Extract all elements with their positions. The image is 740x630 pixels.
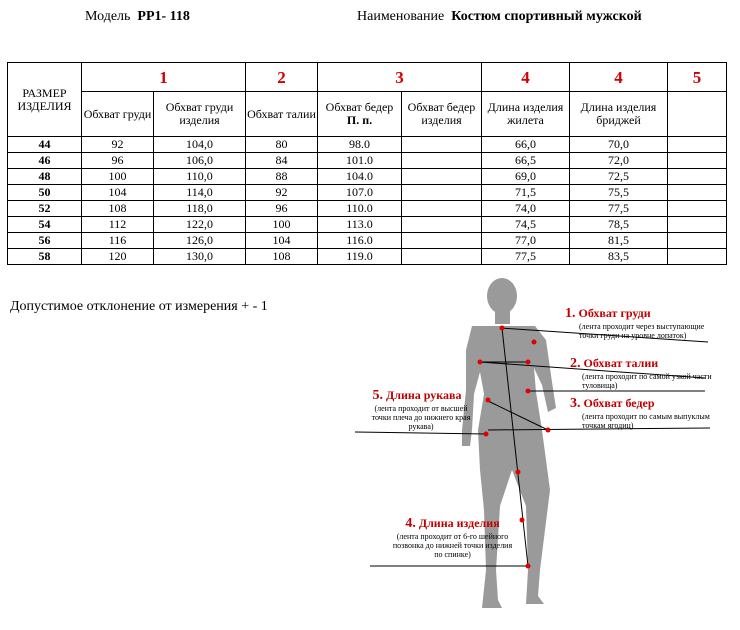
table-cell: 77,0 <box>482 233 570 249</box>
annotation-length-desc: (лента проходит от 6-го шейного позвонка до нижней точки изделия по спинке) <box>392 532 513 559</box>
table-cell <box>668 233 727 249</box>
table-row <box>8 169 727 185</box>
table-cell: 96 <box>246 201 318 217</box>
table-cell: 130,0 <box>154 249 246 265</box>
table-cell: 66,0 <box>482 137 570 153</box>
group-5-header: 5 <box>668 63 727 92</box>
empty-column-header <box>668 92 727 137</box>
table-cell: 84 <box>246 153 318 169</box>
table-cell: 108 <box>82 201 154 217</box>
table-cell: 74,5 <box>482 217 570 233</box>
table-cell: 74,0 <box>482 201 570 217</box>
table-row <box>8 153 727 169</box>
annotation-sleeve-title: Длина рукава <box>385 388 462 402</box>
table-cell: 120 <box>82 249 154 265</box>
table-cell: 100 <box>246 217 318 233</box>
table-cell <box>402 169 482 185</box>
table-row <box>8 217 727 233</box>
annotation-length-title: Длина изделия <box>418 516 500 530</box>
table-cell <box>668 201 727 217</box>
table-cell: 104,0 <box>154 137 246 153</box>
name-label: Наименование <box>357 9 445 24</box>
table-cell: 113.0 <box>318 217 402 233</box>
table-cell: 77,5 <box>570 201 668 217</box>
table-cell <box>668 217 727 233</box>
table-cell <box>402 217 482 233</box>
table-cell: 81,5 <box>570 233 668 249</box>
table-cell: 96 <box>82 153 154 169</box>
table-cell <box>668 169 727 185</box>
table-cell: 116 <box>82 233 154 249</box>
table-cell: 104 <box>82 185 154 201</box>
annotation-chest-number: 1. <box>565 306 576 321</box>
annotation-hips-title: Обхват бедер <box>583 396 655 410</box>
table-cell: 80 <box>246 137 318 153</box>
annotation-chest <box>565 306 725 340</box>
size-table <box>7 62 727 265</box>
group-4a-header: 4 <box>482 63 570 92</box>
name-value: Костюм спортивный мужской <box>451 9 642 24</box>
annotation-hips-desc: (лента проходит по самым выпуклым точкам ягодиц) <box>582 412 710 430</box>
size-column-header: РАЗМЕР ИЗДЕЛИЯ <box>8 63 82 137</box>
size-cell: 56 <box>8 233 82 249</box>
table-row <box>8 137 727 153</box>
size-cell: 44 <box>8 137 82 153</box>
table-cell: 92 <box>246 185 318 201</box>
table-cell: 112 <box>82 217 154 233</box>
table-cell <box>668 137 727 153</box>
table-row <box>8 185 727 201</box>
annotation-hips-number: 3. <box>570 396 581 411</box>
tolerance-note: Допустимое отклонение от измерения + - 1 <box>10 299 268 314</box>
table-cell: 126,0 <box>154 233 246 249</box>
group-3-header: 3 <box>318 63 482 92</box>
table-cell: 69,0 <box>482 169 570 185</box>
size-cell: 54 <box>8 217 82 233</box>
chest-header: Обхват груди <box>82 92 154 137</box>
chest-garment-header: Обхват груди изделия <box>154 92 246 137</box>
table-cell: 110.0 <box>318 201 402 217</box>
breeches-length-header: Длина изделия бриджей <box>570 92 668 137</box>
waist-header: Обхват талии <box>246 92 318 137</box>
table-cell: 88 <box>246 169 318 185</box>
table-cell <box>402 185 482 201</box>
annotation-length-number: 4. <box>405 516 416 531</box>
table-cell: 104.0 <box>318 169 402 185</box>
size-cell: 48 <box>8 169 82 185</box>
annotation-waist-desc: (лента проходит по самой узкой части туловища) <box>582 372 712 390</box>
table-cell: 110,0 <box>154 169 246 185</box>
table-cell: 72,5 <box>570 169 668 185</box>
hips-garment-header: Обхват бедер изделия <box>402 92 482 137</box>
table-cell <box>668 153 727 169</box>
table-cell <box>668 249 727 265</box>
table-cell <box>402 153 482 169</box>
table-cell <box>402 137 482 153</box>
table-row <box>8 201 727 217</box>
table-cell: 71,5 <box>482 185 570 201</box>
table-row <box>8 233 727 249</box>
table-cell: 101.0 <box>318 153 402 169</box>
table-cell: 116.0 <box>318 233 402 249</box>
group-2-header: 2 <box>246 63 318 92</box>
annotation-sleeve-number: 5. <box>372 388 383 403</box>
size-cell: 52 <box>8 201 82 217</box>
table-cell: 100 <box>82 169 154 185</box>
table-cell: 98.0 <box>318 137 402 153</box>
annotation-waist <box>570 356 720 390</box>
table-cell: 106,0 <box>154 153 246 169</box>
annotation-sleeve-desc: (лента проходит от высшей точки плеча до нижнего края рукава) <box>371 404 471 431</box>
name-header <box>357 9 642 25</box>
annotation-chest-desc: (лента проходит через выступающие точки груди на уровне лопаток) <box>579 322 705 340</box>
table-cell: 119.0 <box>318 249 402 265</box>
table-cell: 70,0 <box>570 137 668 153</box>
table-cell: 118,0 <box>154 201 246 217</box>
table-cell: 83,5 <box>570 249 668 265</box>
annotation-length <box>390 516 515 559</box>
annotation-sleeve <box>362 388 472 431</box>
table-cell: 66,5 <box>482 153 570 169</box>
model-value: РР1- 118 <box>137 9 190 24</box>
table-cell: 122,0 <box>154 217 246 233</box>
hips-header-sub: П. п. <box>346 113 373 127</box>
size-cell: 58 <box>8 249 82 265</box>
group-1-header: 1 <box>82 63 246 92</box>
annotation-chest-title: Обхват груди <box>578 306 651 320</box>
model-label: Модель <box>85 9 131 24</box>
table-cell <box>402 249 482 265</box>
annotation-waist-number: 2. <box>570 356 581 371</box>
table-cell: 77,5 <box>482 249 570 265</box>
model-header <box>85 9 190 25</box>
table-cell: 72,0 <box>570 153 668 169</box>
table-cell: 104 <box>246 233 318 249</box>
table-row <box>8 249 727 265</box>
measurement-diagram <box>350 270 740 630</box>
group-4b-header: 4 <box>570 63 668 92</box>
table-cell <box>402 233 482 249</box>
table-cell: 107.0 <box>318 185 402 201</box>
annotation-hips <box>570 396 735 430</box>
table-cell <box>402 201 482 217</box>
vest-length-header: Длина изделия жилета <box>482 92 570 137</box>
annotation-waist-title: Обхват талии <box>583 356 659 370</box>
table-cell: 78,5 <box>570 217 668 233</box>
size-cell: 50 <box>8 185 82 201</box>
hips-header-main: Обхват бедер <box>325 100 394 114</box>
size-cell: 46 <box>8 153 82 169</box>
table-cell: 114,0 <box>154 185 246 201</box>
table-cell: 92 <box>82 137 154 153</box>
table-cell: 108 <box>246 249 318 265</box>
table-cell <box>668 185 727 201</box>
hips-header <box>318 92 402 137</box>
table-cell: 75,5 <box>570 185 668 201</box>
